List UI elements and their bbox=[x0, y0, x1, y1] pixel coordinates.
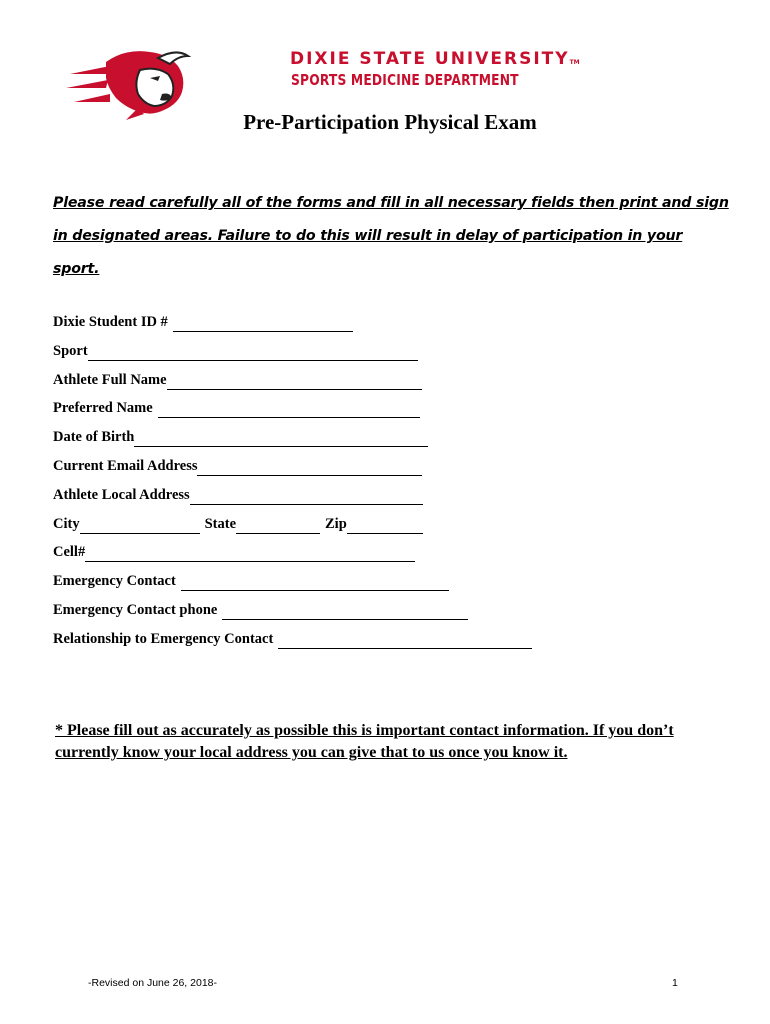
emergency-contact-label: Emergency Contact bbox=[53, 573, 176, 590]
full-name-label: Athlete Full Name bbox=[53, 371, 167, 388]
full-name-field[interactable] bbox=[167, 373, 422, 390]
cell-row bbox=[53, 544, 713, 573]
student-id-field[interactable] bbox=[173, 315, 353, 332]
zip-field[interactable] bbox=[347, 517, 423, 534]
full-name-row bbox=[53, 372, 713, 401]
state-field[interactable] bbox=[236, 517, 320, 534]
university-name: DIXIE STATE UNIVERSITYTM bbox=[290, 49, 580, 69]
emergency-contact-row bbox=[53, 573, 713, 602]
email-label: Current Email Address bbox=[53, 457, 198, 474]
local-address-row bbox=[53, 487, 713, 516]
dob-field[interactable] bbox=[134, 430, 428, 447]
page-title: Pre-Participation Physical Exam bbox=[243, 110, 537, 134]
dob-label: Date of Birth bbox=[53, 429, 135, 446]
state-label: State bbox=[204, 515, 237, 532]
relationship-row bbox=[53, 631, 713, 660]
student-id-label: Dixie Student ID # bbox=[53, 314, 168, 330]
emergency-phone-label: Emergency Contact phone bbox=[53, 601, 218, 618]
department-name: SPORTS MEDICINE DEPARTMENT bbox=[291, 71, 519, 89]
relationship-label: Relationship to Emergency Contact bbox=[53, 630, 274, 647]
sport-label: Sport bbox=[53, 342, 88, 359]
local-address-label: Athlete Local Address bbox=[53, 486, 190, 503]
email-row bbox=[53, 458, 713, 487]
sport-field[interactable] bbox=[88, 344, 418, 361]
city-label: City bbox=[53, 515, 80, 532]
relationship-field[interactable] bbox=[278, 632, 532, 649]
preferred-name-field[interactable] bbox=[158, 401, 420, 418]
preferred-name-row bbox=[53, 400, 713, 429]
cell-field[interactable] bbox=[85, 545, 415, 562]
contact-form bbox=[53, 314, 713, 660]
sport-row bbox=[53, 343, 713, 372]
dob-row bbox=[53, 429, 713, 458]
emergency-contact-field[interactable] bbox=[181, 574, 449, 591]
cell-label: Cell# bbox=[53, 544, 86, 561]
preferred-name-label: Preferred Name bbox=[53, 400, 153, 417]
page-number: 1 bbox=[672, 977, 678, 989]
instructions-text: Please read carefully all of the forms and fill in all necessary fields then print and sign in designated areas. Failure to do this will result in delay of participation in your sport. bbox=[53, 195, 729, 277]
zip-label: Zip bbox=[325, 515, 347, 532]
city-state-zip-row bbox=[53, 516, 713, 545]
contact-note: * Please fill out as accurately as possible this is important contact information. If you don’t currently know your local address you can give that to us once you know it. bbox=[55, 722, 674, 761]
local-address-field[interactable] bbox=[190, 488, 423, 505]
email-field[interactable] bbox=[197, 459, 422, 476]
student-id-row bbox=[53, 314, 713, 343]
trademark-mark: TM bbox=[569, 59, 580, 66]
emergency-phone-field[interactable] bbox=[222, 603, 468, 620]
emergency-phone-row bbox=[53, 602, 713, 631]
revision-date: -Revised on June 26, 2018- bbox=[88, 977, 217, 989]
city-field[interactable] bbox=[80, 517, 200, 534]
